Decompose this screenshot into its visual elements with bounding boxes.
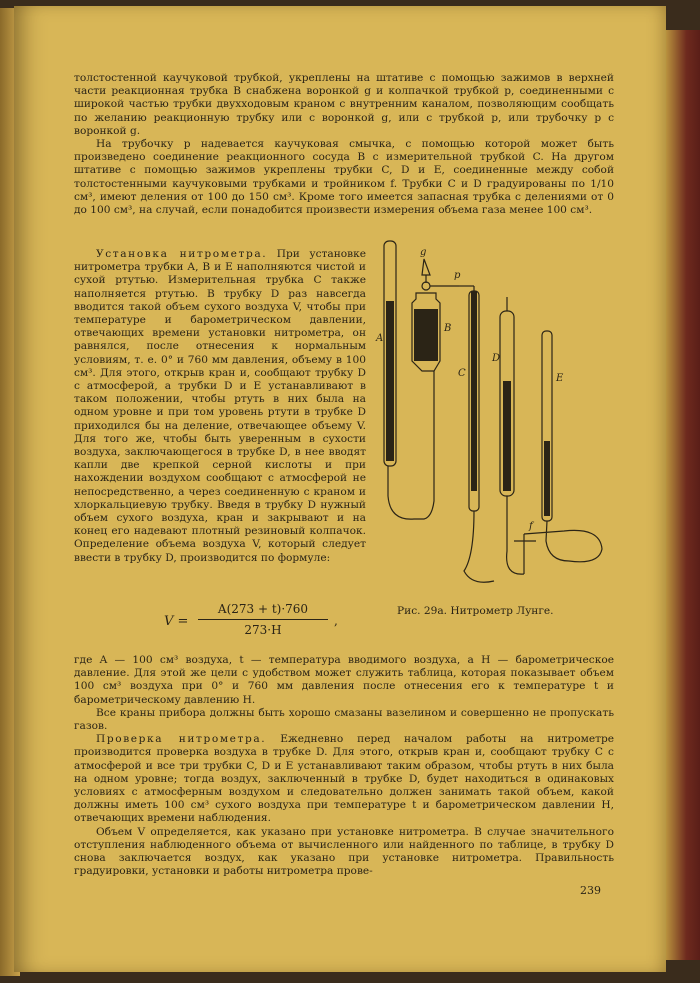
paragraph: На трубочку p надевается каучуковая смычка, с помощью которой может быть произведено соединение реакционного сосуда B с измерительной трубкой C. На другом штативе с помощью зажимов укреплены трубки C, D и E, соединенные между собой толстостенными каучуковыми трубками и тройником f. Трубки C и D градуированы по 1/10 см³, имеют деления от 100 до 150 см³. Кроме того имеется запасная трубка с делениями от 0 до 100 см³, на случай, если понадобится произвести измерения объема газа менее 100 см³.: [74, 138, 614, 217]
label-d: D: [492, 353, 501, 364]
formula-lhs: V =: [164, 614, 189, 629]
label-p: p: [454, 270, 461, 281]
label-f: f: [529, 521, 533, 532]
paragraph: где A — 100 см³ воздуха, t — температура вводимого воздуха, а H — барометрическое давление. Для этой же цели с удобством может служить таблица, которая показывает объем 100 см³ воздуха при 0° и 760 мм давления после отнесения его к температуре t и барометрическому давлению H.: [74, 654, 614, 706]
label-b: B: [444, 323, 452, 334]
tap-b: [422, 282, 430, 290]
section-heading: Проверка нитрометра.: [96, 733, 267, 746]
figure-caption: Рис. 29а. Нитрометр Лунге.: [397, 605, 554, 617]
bottom-text-block: [74, 654, 614, 878]
mercury-d: [503, 381, 511, 491]
label-c: C: [458, 368, 466, 379]
mercury-e: [544, 441, 550, 516]
mercury-b: [414, 309, 438, 361]
section-heading: Установка нитрометра.: [96, 248, 268, 260]
paragraph: Все краны прибора должны быть хорошо смазаны вазелином и совершенно не пропускать газов.: [74, 706, 614, 733]
tee-f: [514, 534, 536, 574]
formula-trail: ,: [334, 614, 338, 628]
label-g: g: [420, 247, 427, 258]
label-a: A: [376, 333, 384, 344]
book-page: [14, 6, 666, 972]
book-cover-edge: [666, 30, 700, 960]
nitrometer-figure: [374, 231, 624, 601]
paragraph: Объем V определяется, как указано при установке нитрометра. В случае значительного отступления наблюденного объема от вычисленного или найденного по таблице, в трубку D снова заключается воздух, как указано при установке нитрометра. Правильность градуировки, установки и работы нитрометра прове-: [74, 825, 614, 878]
label-e: E: [556, 373, 564, 384]
funnel-g: [422, 259, 430, 275]
paragraph: При установке нитрометра трубки A, B и E наполняются чистой и сухой ртутью. Измерительная трубка C также наполняется ртутью. В трубку D раз навсегда вводится такой объем сухого воздуха V, чтобы при температуре и барометрическом давлении, отвечающих времени установки нитрометра, он равнялся, после отнесения к нормальным условиям, т. е. 0° и 760 мм давления, объему в 100 см³. Для этого, открыв кран и, сообщают трубку D с атмосферой, а трубки D и E устанавливают в таком положении, чтобы ртуть в них была на одном уровне и при том уровень ртути в трубке D приходился бы на деление, отвечающее объему V. Для того же, чтобы быть уверенным в сухости воздуха, заключающегося в трубке D, в нее вводят капли две крепкой серной кислоты и при нахождении воздухом сообщают с атмосферой не непосредственно, а через соединенную с краном и хлоркальциевую трубку. Введя в трубку D нужный объем сухого воздуха, кран и закрывают и на конец его надевают плотный резиновый колпачок. Определение объема воздуха V, который следует ввести в трубку D, производится по формуле:: [74, 248, 366, 564]
hose-ab: [388, 371, 434, 519]
page-number: 239: [580, 884, 601, 897]
fraction-bar: [198, 619, 328, 620]
installation-section: [74, 248, 366, 565]
formula: [164, 602, 384, 646]
paragraph: Ежедневно перед началом работы на нитрометре производится проверка воздуха в трубке D. Для этого, открыв кран и, сообщают трубку C с атмосферой и все три трубки C, D и E устанавливают таким образом, чтобы ртуть в них была на одном уровне; тогда воздух, заключенный в трубке D, будет находиться в одинаковых условиях с атмосферным воздухом и следовательно должен занимать такой объем, какой должны иметь 100 см³ сухого воздуха при температуре t и барометрическом давлении H, отвечающих времени наблюдения.: [74, 733, 614, 825]
formula-numerator: A(273 + t)·760: [217, 602, 309, 616]
mercury-a: [386, 301, 394, 461]
formula-denominator: 273·H: [244, 623, 282, 637]
top-text-block: [74, 72, 614, 217]
mercury-c: [471, 291, 477, 491]
paragraph: толстостенной каучуковой трубкой, укреплены на штативе с помощью зажимов в верхней части реакционная трубка B снабжена воронкой g и колпачкой трубкой p, соединенными с широкой частью трубки двухходовым краном с внутренним каналом, позволяющим сообщать по желанию реакционную трубку или с воронкой g, или с трубкой p, или трубочку p с воронкой g.: [74, 72, 614, 137]
